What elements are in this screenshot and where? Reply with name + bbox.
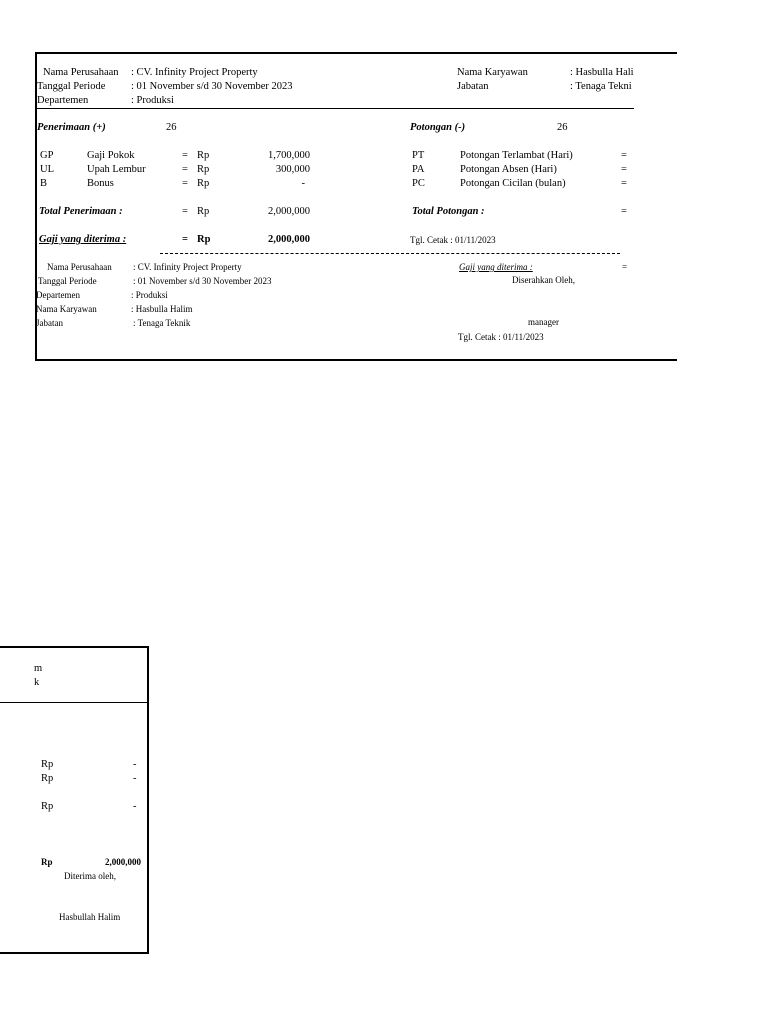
income-currency: Rp	[197, 164, 210, 175]
footer-period-value: : 01 November s/d 30 November 2023	[133, 276, 272, 286]
footer-net-pay-amount: 2,000,000	[105, 857, 141, 867]
received-by-label: Diterima oleh,	[64, 871, 116, 881]
handed-by-label: Diserahkan Oleh,	[512, 275, 575, 285]
employee-value: : Hasbulla Hali	[570, 67, 634, 78]
income-code: GP	[40, 150, 54, 161]
company-label: Nama Perusahaan	[43, 67, 119, 78]
deduction-eq: =	[621, 178, 627, 189]
net-pay-label: Gaji yang diterima :	[39, 234, 127, 245]
deduction-days: 26	[557, 122, 568, 133]
position-label: Jabatan	[457, 81, 489, 92]
period-value: : 01 November s/d 30 November 2023	[131, 81, 293, 92]
payslip-page-2	[0, 646, 149, 954]
deduction-amount: -	[133, 773, 137, 784]
income-currency: Rp	[197, 150, 210, 161]
income-name: Bonus	[87, 178, 114, 189]
deduction-code: PC	[412, 178, 425, 189]
deduction-currency: Rp	[41, 759, 54, 770]
footer-net-pay-currency: Rp	[41, 857, 53, 867]
income-amount: 1,700,000	[268, 150, 310, 161]
total-income-amount: 2,000,000	[268, 206, 310, 217]
footer-company-label: Nama Perusahaan	[47, 262, 112, 272]
footer-employee-label: Nama Karyawan	[36, 304, 97, 314]
income-name: Upah Lembur	[87, 164, 146, 175]
footer-print-date: Tgl. Cetak : 01/11/2023	[458, 332, 544, 342]
print-date: Tgl. Cetak : 01/11/2023	[410, 235, 496, 245]
header-divider	[0, 702, 147, 703]
footer-position-label: Jabatan	[36, 318, 63, 328]
net-pay-amount: 2,000,000	[268, 234, 310, 245]
receiver-name: Hasbullah Halim	[59, 912, 121, 922]
footer-net-pay-eq: =	[622, 262, 628, 272]
income-amount: 300,000	[275, 164, 310, 175]
header-divider	[36, 108, 634, 109]
deduction-code: PA	[412, 164, 425, 175]
total-deduction-eq: =	[621, 206, 627, 217]
total-deduction-amount: -	[133, 801, 137, 812]
position-value-tail: k	[34, 677, 40, 688]
deduction-name: Potongan Absen (Hari)	[460, 164, 557, 175]
footer-department-value: : Produksi	[131, 290, 168, 300]
total-deduction-currency: Rp	[41, 801, 54, 812]
employee-label: Nama Karyawan	[457, 67, 528, 78]
income-code: B	[40, 178, 48, 189]
footer-position-value: : Tenaga Teknik	[133, 318, 191, 328]
net-pay-eq: =	[182, 234, 188, 245]
deduction-eq: =	[621, 164, 627, 175]
deduction-code: PT	[412, 150, 425, 161]
department-value: : Produksi	[131, 95, 174, 106]
income-name: Gaji Pokok	[87, 150, 135, 161]
period-label: Tanggal Periode	[37, 81, 106, 92]
cut-line	[160, 253, 620, 254]
signer-role: manager	[528, 317, 559, 327]
deduction-eq: =	[621, 150, 627, 161]
employee-value-tail: m	[34, 663, 43, 674]
income-days: 26	[166, 122, 177, 133]
income-eq: =	[182, 150, 188, 161]
deduction-currency: Rp	[41, 773, 54, 784]
net-pay-currency: Rp	[197, 234, 211, 245]
deduction-name: Potongan Terlambat (Hari)	[460, 150, 573, 161]
company-value: : CV. Infinity Project Property	[131, 67, 258, 78]
footer-company-value: : CV. Infinity Project Property	[133, 262, 242, 272]
income-currency: Rp	[197, 178, 210, 189]
income-eq: =	[182, 178, 188, 189]
footer-department-label: Departemen	[36, 290, 80, 300]
income-code: UL	[40, 164, 54, 175]
deduction-amount: -	[133, 759, 137, 770]
income-title: Penerimaan (+)	[37, 122, 106, 133]
total-income-eq: =	[182, 206, 188, 217]
total-income-label: Total Penerimaan :	[39, 206, 123, 217]
position-value: : Tenaga Tekni	[570, 81, 632, 92]
footer-period-label: Tanggal Periode	[38, 276, 97, 286]
department-label: Departemen	[37, 95, 89, 106]
deduction-title: Potongan (-)	[410, 122, 466, 133]
footer-net-pay-label: Gaji yang diterima :	[459, 262, 533, 272]
footer-employee-value: : Hasbulla Halim	[131, 304, 193, 314]
income-amount: -	[301, 178, 305, 189]
deduction-name: Potongan Cicilan (bulan)	[460, 178, 566, 189]
income-eq: =	[182, 164, 188, 175]
total-income-currency: Rp	[197, 206, 210, 217]
total-deduction-label: Total Potongan :	[412, 206, 485, 217]
